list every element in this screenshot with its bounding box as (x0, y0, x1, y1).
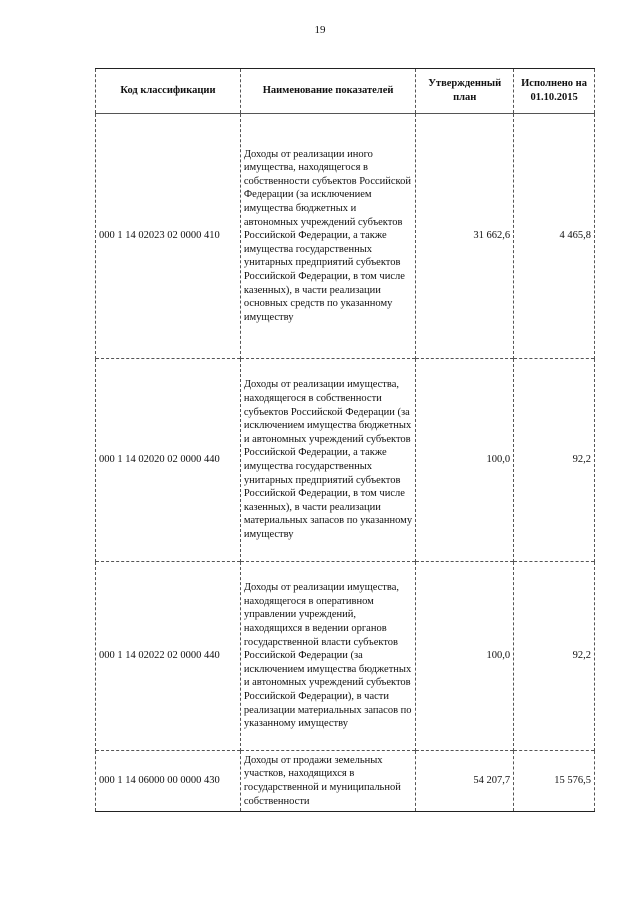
row-code: 000 1 14 02022 02 0000 440 (96, 562, 241, 751)
header-name: Наименование показателей (240, 69, 415, 114)
row-name: Доходы от реализации иного имущества, находящегося в собственности субъектов Российской Федерации (за исключением имущества бюджетных и автономных учреждений субъектов Российской Федерации, а также имущества государственных унитарных предприятий субъектов Российской Федерации, в том числе казенных), в части реализации основных средств по указанному имуществу (240, 114, 415, 359)
row-name: Доходы от реализации имущества, находящегося в оперативном управлении учреждений, находящихся в ведении органов государственной власти субъектов Российской Федерации (за исключением имущества бюджетных и автономных учреждений субъектов Российской Федерации), в части реализации материальных запасов по указанному имуществу (240, 562, 415, 751)
row-done: 92,2 (514, 562, 595, 751)
header-done: Исполнено на 01.10.2015 (514, 69, 595, 114)
budget-table (95, 68, 595, 812)
table-row (96, 359, 595, 562)
table-header (96, 69, 595, 114)
table-row (96, 562, 595, 751)
table-row (96, 114, 595, 359)
row-name: Доходы от реализации имущества, находящегося в собственности субъектов Российской Федерации (за исключением имущества бюджетных и автономных учреждений субъектов Российской Федерации, а также имущества государственных унитарных предприятий субъектов Российской Федерации, в том числе казенных), в части реализации материальных запасов по указанному имуществу (240, 359, 415, 562)
table-row (96, 751, 595, 812)
page-number: 19 (314, 24, 326, 36)
row-plan: 54 207,7 (416, 751, 514, 812)
row-plan: 31 662,6 (416, 114, 514, 359)
row-done: 92,2 (514, 359, 595, 562)
header-plan: Утвержденный план (416, 69, 514, 114)
row-code: 000 1 14 02020 02 0000 440 (96, 359, 241, 562)
row-code: 000 1 14 02023 02 0000 410 (96, 114, 241, 359)
row-done: 15 576,5 (514, 751, 595, 812)
row-code: 000 1 14 06000 00 0000 430 (96, 751, 241, 812)
row-done: 4 465,8 (514, 114, 595, 359)
header-code: Код классификации (96, 69, 241, 114)
row-plan: 100,0 (416, 562, 514, 751)
row-name: Доходы от продажи земельных участков, находящихся в государственной и муниципальной собственности (240, 751, 415, 812)
row-plan: 100,0 (416, 359, 514, 562)
